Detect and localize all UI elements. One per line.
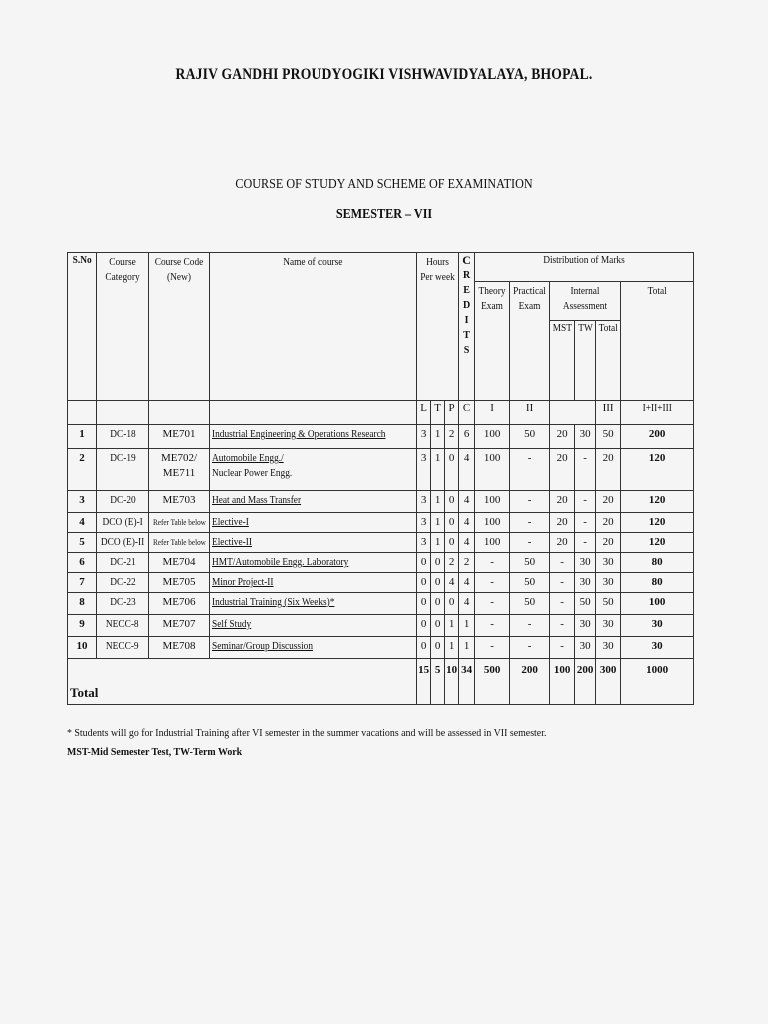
cell-P: 2 xyxy=(445,425,459,449)
cell-T: 0 xyxy=(431,573,445,593)
cell-tw: - xyxy=(575,533,596,553)
cell-pr: - xyxy=(510,533,550,553)
serial-number: 7 xyxy=(68,573,97,593)
cell-tot: 120 xyxy=(621,449,694,491)
cell-th: - xyxy=(475,637,510,659)
category-text: NECC-9 xyxy=(106,640,139,652)
cell-it: 30 xyxy=(596,573,621,593)
cell-P: 2 xyxy=(445,553,459,573)
cell-pr: - xyxy=(510,615,550,637)
cell-C: 4 xyxy=(459,491,475,513)
course-code xyxy=(149,449,210,491)
code-text: ME703 xyxy=(162,494,196,506)
serial-number: 4 xyxy=(68,513,97,533)
code-text: ME705 xyxy=(162,576,196,588)
course-code xyxy=(149,593,210,615)
course-category xyxy=(97,615,149,637)
course-name xyxy=(210,513,417,533)
course-name xyxy=(210,593,417,615)
table-row xyxy=(68,513,694,533)
course-name-text: Automobile Engg./ xyxy=(212,452,284,464)
cell-pr: 50 xyxy=(510,593,550,615)
cell-it: 30 xyxy=(596,637,621,659)
serial-number: 2 xyxy=(68,449,97,491)
serial-number: 1 xyxy=(68,425,97,449)
credits-letter: S xyxy=(463,345,470,356)
cell-C: 1 xyxy=(459,637,475,659)
total-tot: 1000 xyxy=(621,659,694,705)
table-row xyxy=(68,533,694,553)
course-category xyxy=(97,449,149,491)
scheme-heading: COURSE OF STUDY AND SCHEME OF EXAMINATION xyxy=(235,176,533,191)
total-C: 34 xyxy=(459,659,475,705)
cell-tw: 30 xyxy=(575,637,596,659)
cell-it: 50 xyxy=(596,425,621,449)
cell-L: 0 xyxy=(417,593,431,615)
cell-C: 1 xyxy=(459,615,475,637)
course-code xyxy=(149,533,210,553)
serial-number: 8 xyxy=(68,593,97,615)
cell-L: 3 xyxy=(417,533,431,553)
total-header: Total xyxy=(621,282,694,401)
cell-mst: 20 xyxy=(550,513,575,533)
cell-th: 100 xyxy=(475,491,510,513)
cell-L: 0 xyxy=(417,553,431,573)
cell-C: 2 xyxy=(459,553,475,573)
cell-tot: 30 xyxy=(621,615,694,637)
credits-letter: D xyxy=(462,300,471,311)
table-row xyxy=(68,425,694,449)
course-code xyxy=(149,513,210,533)
header-row-4 xyxy=(68,401,694,425)
t-header: T xyxy=(431,401,445,425)
credits-letter: E xyxy=(463,285,470,296)
course-category xyxy=(97,573,149,593)
course-name xyxy=(210,449,417,491)
course-name xyxy=(210,637,417,659)
course-name-text: Self Study xyxy=(212,618,252,630)
cell-tw: 50 xyxy=(575,593,596,615)
course-code xyxy=(149,573,210,593)
cell-pr: 50 xyxy=(510,553,550,573)
cell-tw: 30 xyxy=(575,553,596,573)
cell-pr: - xyxy=(510,513,550,533)
table-row xyxy=(68,615,694,637)
code-text: ME708 xyxy=(162,640,196,652)
cell-th: - xyxy=(475,553,510,573)
code-text: ME702/ xyxy=(160,452,198,464)
cell-pr: - xyxy=(510,637,550,659)
course-name-text: Heat and Mass Transfer xyxy=(212,494,302,506)
cell-L: 0 xyxy=(417,615,431,637)
category-text: DC-23 xyxy=(109,596,136,608)
semester-heading: SEMESTER – VII xyxy=(335,206,433,221)
cell-C: 4 xyxy=(459,449,475,491)
course-name-text: Seminar/Group Discussion xyxy=(212,640,314,652)
cell-P: 1 xyxy=(445,637,459,659)
practical-header: Practical Exam xyxy=(510,282,550,401)
total-pr: 200 xyxy=(510,659,550,705)
category-text: DC-20 xyxy=(109,494,136,506)
course-name xyxy=(210,425,417,449)
course-name xyxy=(210,573,417,593)
cell-T: 1 xyxy=(431,425,445,449)
credits-letter: R xyxy=(462,270,471,281)
cell-P: 0 xyxy=(445,491,459,513)
cell-tot: 120 xyxy=(621,491,694,513)
credits-letter: T xyxy=(463,330,470,341)
cell-it: 30 xyxy=(596,553,621,573)
cell-mst: - xyxy=(550,573,575,593)
cell-L: 3 xyxy=(417,513,431,533)
cell-T: 1 xyxy=(431,491,445,513)
internal-header: Internal Assessment xyxy=(550,282,621,321)
cell-mst: - xyxy=(550,593,575,615)
ii-header: II xyxy=(510,401,550,425)
total-row xyxy=(68,659,694,705)
cell-mst: 20 xyxy=(550,491,575,513)
course-code xyxy=(149,491,210,513)
table-row xyxy=(68,449,694,491)
serial-number: 5 xyxy=(68,533,97,553)
cell-P: 0 xyxy=(445,449,459,491)
cell-tw: 30 xyxy=(575,573,596,593)
category-header: Course Category xyxy=(97,253,149,401)
serial-number: 6 xyxy=(68,553,97,573)
code-text: Refer Table below xyxy=(152,518,206,527)
cell-mst: - xyxy=(550,637,575,659)
cell-it: 20 xyxy=(596,491,621,513)
cell-th: 100 xyxy=(475,533,510,553)
cell-tot: 200 xyxy=(621,425,694,449)
cell-mst: - xyxy=(550,615,575,637)
cell-T: 0 xyxy=(431,593,445,615)
course-name-text: Minor Project-II xyxy=(212,576,274,588)
total-L: 15 xyxy=(417,659,431,705)
cell-mst: 20 xyxy=(550,533,575,553)
cell-pr: - xyxy=(510,491,550,513)
course-name xyxy=(210,615,417,637)
footnote-abbreviations: MST-Mid Semester Test, TW-Term Work xyxy=(67,746,243,758)
cell-P: 0 xyxy=(445,513,459,533)
course-code xyxy=(149,425,210,449)
cell-T: 1 xyxy=(431,513,445,533)
course-name-text: Elective-I xyxy=(212,516,249,528)
cell-mst: 20 xyxy=(550,425,575,449)
cell-P: 1 xyxy=(445,615,459,637)
header-row-1 xyxy=(68,253,694,282)
scheme-table xyxy=(67,252,694,705)
credits-letter: I xyxy=(464,315,469,326)
cell-th: - xyxy=(475,615,510,637)
category-text: DCO (E)-II xyxy=(100,536,145,548)
cell-it: 30 xyxy=(596,615,621,637)
cell-pr: 50 xyxy=(510,425,550,449)
total-T: 5 xyxy=(431,659,445,705)
code-text: ME711 xyxy=(162,467,196,479)
l-header: L xyxy=(417,401,431,425)
course-code xyxy=(149,615,210,637)
code-text: ME701 xyxy=(162,428,196,440)
category-text: DC-21 xyxy=(109,556,136,568)
course-name xyxy=(210,533,417,553)
c-header: C xyxy=(459,401,475,425)
cell-T: 0 xyxy=(431,553,445,573)
cell-L: 3 xyxy=(417,449,431,491)
cell-tot: 80 xyxy=(621,573,694,593)
cell-tw: - xyxy=(575,449,596,491)
table-row xyxy=(68,573,694,593)
course-category xyxy=(97,553,149,573)
cell-it: 50 xyxy=(596,593,621,615)
cell-th: 100 xyxy=(475,513,510,533)
i-header: I xyxy=(475,401,510,425)
footnote-training: * Students will go for Industrial Training after VI semester in the summer vacations and will be assessed in VII semester. xyxy=(67,727,547,739)
serial-number: 10 xyxy=(68,637,97,659)
cell-it: 20 xyxy=(596,533,621,553)
course-category xyxy=(97,513,149,533)
cell-P: 4 xyxy=(445,573,459,593)
course-category xyxy=(97,637,149,659)
serial-number: 3 xyxy=(68,491,97,513)
cell-th: - xyxy=(475,593,510,615)
course-name-header: Name of course xyxy=(210,253,417,401)
category-text: DC-19 xyxy=(109,452,136,464)
cell-P: 0 xyxy=(445,593,459,615)
table-row xyxy=(68,553,694,573)
cell-C: 6 xyxy=(459,425,475,449)
total-tw: 200 xyxy=(575,659,596,705)
sno-header: S.No xyxy=(68,253,97,401)
hours-header: Hours Per week xyxy=(417,253,459,401)
credits-header xyxy=(459,253,475,401)
course-category xyxy=(97,491,149,513)
cell-T: 0 xyxy=(431,637,445,659)
category-text: NECC-8 xyxy=(106,618,139,630)
course-name xyxy=(210,553,417,573)
cell-P: 0 xyxy=(445,533,459,553)
cell-L: 3 xyxy=(417,425,431,449)
code-text: ME706 xyxy=(162,596,196,608)
cell-T: 1 xyxy=(431,533,445,553)
cell-mst: 20 xyxy=(550,449,575,491)
cell-it: 20 xyxy=(596,449,621,491)
cell-C: 4 xyxy=(459,593,475,615)
cell-C: 4 xyxy=(459,513,475,533)
distribution-header: Distribution of Marks xyxy=(475,253,694,282)
category-text: DCO (E)-I xyxy=(102,516,143,528)
course-name-text: HMT/Automobile Engg. Laboratory xyxy=(212,556,349,568)
code-header: Course Code (New) xyxy=(149,253,210,401)
course-name-text: Elective-II xyxy=(212,536,252,548)
course-code xyxy=(149,637,210,659)
cell-C: 4 xyxy=(459,533,475,553)
total-label: Total xyxy=(68,659,417,705)
cell-th: - xyxy=(475,573,510,593)
cell-T: 0 xyxy=(431,615,445,637)
cell-L: 0 xyxy=(417,573,431,593)
code-text: ME704 xyxy=(162,556,196,568)
course-name-text: Industrial Training (Six Weeks)* xyxy=(212,596,335,608)
serial-number: 9 xyxy=(68,615,97,637)
code-text: ME707 xyxy=(162,618,196,630)
cell-tw: 30 xyxy=(575,615,596,637)
total-th: 500 xyxy=(475,659,510,705)
course-category xyxy=(97,425,149,449)
cell-pr: 50 xyxy=(510,573,550,593)
cell-pr: - xyxy=(510,449,550,491)
sum-header: I+II+III xyxy=(621,401,694,425)
cell-tot: 100 xyxy=(621,593,694,615)
cell-tw: - xyxy=(575,513,596,533)
code-text: Refer Table below xyxy=(152,538,206,547)
p-header: P xyxy=(445,401,459,425)
course-code xyxy=(149,553,210,573)
cell-tot: 30 xyxy=(621,637,694,659)
course-category xyxy=(97,593,149,615)
course-category xyxy=(97,533,149,553)
tw-header: TW xyxy=(575,321,596,401)
cell-L: 0 xyxy=(417,637,431,659)
cell-tot: 120 xyxy=(621,533,694,553)
category-text: DC-22 xyxy=(109,576,136,588)
cell-tot: 120 xyxy=(621,513,694,533)
table-row xyxy=(68,593,694,615)
cell-mst: - xyxy=(550,553,575,573)
cell-it: 20 xyxy=(596,513,621,533)
cell-L: 3 xyxy=(417,491,431,513)
iii-header: III xyxy=(596,401,621,425)
table-row xyxy=(68,637,694,659)
category-text: DC-18 xyxy=(109,428,136,440)
int-total-header: Total xyxy=(596,321,621,401)
credits-letter: C xyxy=(462,253,471,267)
cell-tot: 80 xyxy=(621,553,694,573)
cell-tw: 30 xyxy=(575,425,596,449)
table-row xyxy=(68,491,694,513)
course-name xyxy=(210,491,417,513)
cell-th: 100 xyxy=(475,425,510,449)
course-name-text: Nuclear Power Engg. xyxy=(212,467,293,479)
total-P: 10 xyxy=(445,659,459,705)
cell-th: 100 xyxy=(475,449,510,491)
university-title: RAJIV GANDHI PROUDYOGIKI VISHWAVIDYALAYA, BHOPAL. xyxy=(175,66,593,83)
total-it: 300 xyxy=(596,659,621,705)
theory-header: Theory Exam xyxy=(475,282,510,401)
total-mst: 100 xyxy=(550,659,575,705)
cell-C: 4 xyxy=(459,573,475,593)
cell-tw: - xyxy=(575,491,596,513)
mst-header: MST xyxy=(550,321,575,401)
cell-T: 1 xyxy=(431,449,445,491)
course-name-text: Industrial Engineering & Operations Research xyxy=(212,428,386,440)
